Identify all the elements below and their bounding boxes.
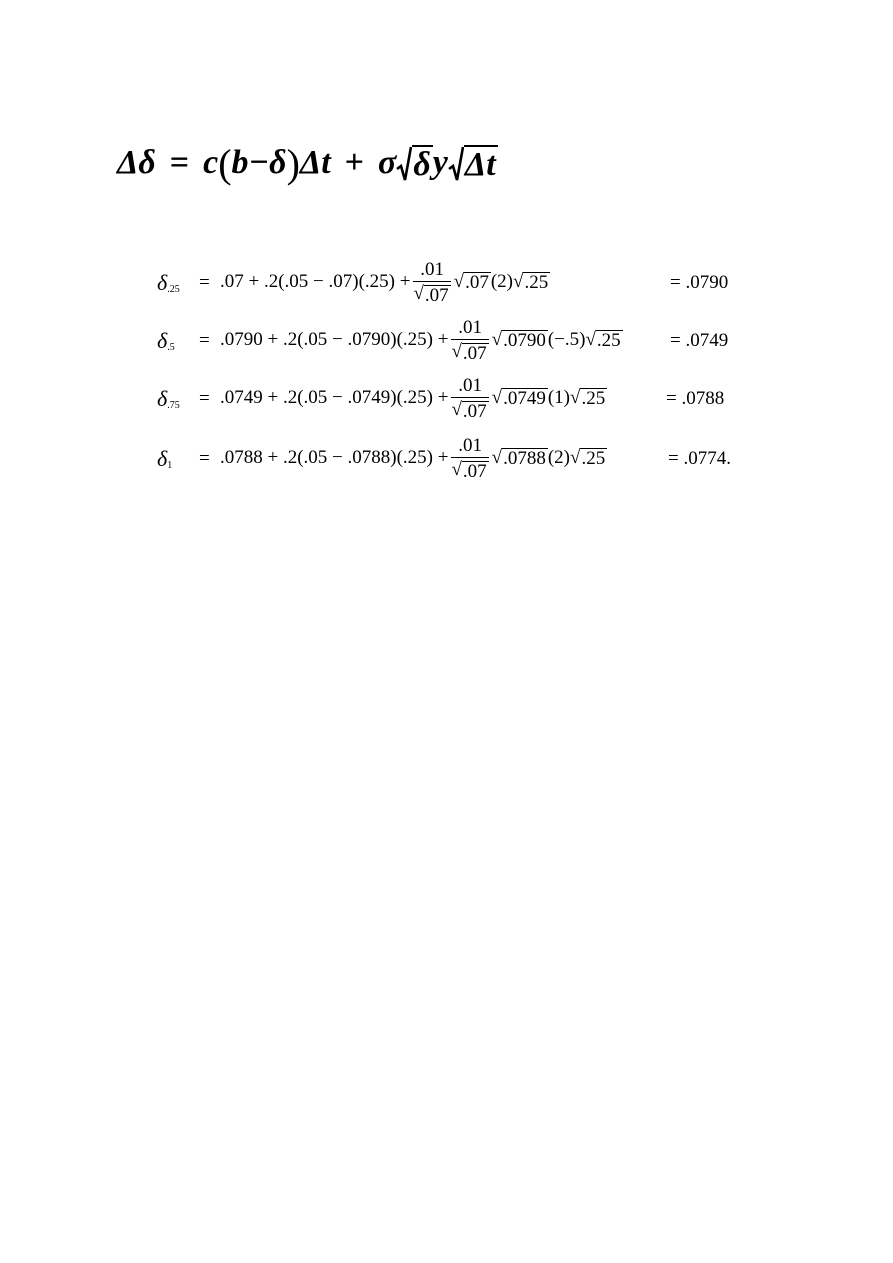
- row-drift-term: .0790 + .2(.05 − .0790)(.25) +: [220, 329, 449, 350]
- row-result: = .0790: [670, 272, 729, 293]
- iteration-row: [0, 372, 893, 424]
- main-eq-y: y: [432, 144, 448, 181]
- row-expression: [220, 314, 623, 366]
- row-lhs: $\delta_{.25}$: [157, 270, 180, 295]
- main-eq-lhs: Δδ: [117, 144, 156, 181]
- row-result: = .0749: [670, 330, 729, 351]
- row-sqrt-dt: √ .25: [570, 447, 606, 470]
- main-eq-sqrt-delta: δ: [396, 143, 432, 183]
- row-drift-term: .0788 + .2(.05 − .0788)(.25) +: [220, 447, 449, 468]
- radical-icon: [396, 145, 412, 183]
- row-expression: [220, 256, 550, 308]
- row-shock: (1): [547, 387, 570, 408]
- row-equals: =: [199, 330, 210, 351]
- row-sqrt-value: √ .0788: [491, 447, 546, 470]
- main-eq-dt: Δt: [299, 144, 331, 181]
- iteration-row: [0, 314, 893, 366]
- row-sqrt-value: √ .0749: [491, 387, 546, 410]
- main-eq-sigma: σ: [378, 144, 397, 181]
- iteration-row: [0, 256, 893, 308]
- row-lhs: $\delta_1$: [157, 446, 173, 471]
- main-eq-b-minus-delta: b−δ: [231, 144, 287, 181]
- main-eq-plus: +: [344, 144, 365, 181]
- row-result: = .0774.: [668, 448, 731, 469]
- row-shock: (2): [547, 447, 570, 468]
- row-fraction: .01 √ .07: [451, 374, 487, 422]
- row-lhs: $\delta_{.5}$: [157, 328, 175, 353]
- row-result: = .0788: [666, 388, 725, 409]
- row-equals: =: [199, 388, 210, 409]
- row-fraction: .01 √ .07: [413, 258, 449, 306]
- row-sqrt-dt: √ .25: [585, 329, 621, 352]
- row-equals: =: [199, 272, 210, 293]
- row-shock: (−.5): [547, 329, 586, 350]
- row-sqrt-dt: √ .25: [570, 387, 606, 410]
- row-sqrt-value: √ .0790: [491, 329, 546, 352]
- row-expression: [220, 432, 607, 484]
- iteration-row: [0, 432, 893, 484]
- row-drift-term: .0749 + .2(.05 − .0749)(.25) +: [220, 387, 449, 408]
- main-eq-c: c: [203, 144, 219, 181]
- row-sqrt-dt: √ .25: [513, 271, 549, 294]
- row-expression: [220, 372, 607, 424]
- row-shock: (2): [490, 271, 513, 292]
- row-lhs: $\delta_{.75}$: [157, 386, 180, 411]
- row-fraction: .01 √ .07: [451, 316, 487, 364]
- row-drift-term: .07 + .2(.05 − .07)(.25) +: [220, 271, 411, 292]
- main-equation: Δδ = c ( b−δ ) Δt + σ δ y Δt: [117, 140, 496, 186]
- row-fraction: .01 √ .07: [451, 434, 487, 482]
- row-equals: =: [199, 448, 210, 469]
- radical-icon: [448, 145, 464, 183]
- row-sqrt-value: √ .07: [453, 271, 489, 294]
- main-eq-equals: =: [169, 144, 190, 181]
- main-eq-sqrt-dt: Δt: [448, 143, 498, 183]
